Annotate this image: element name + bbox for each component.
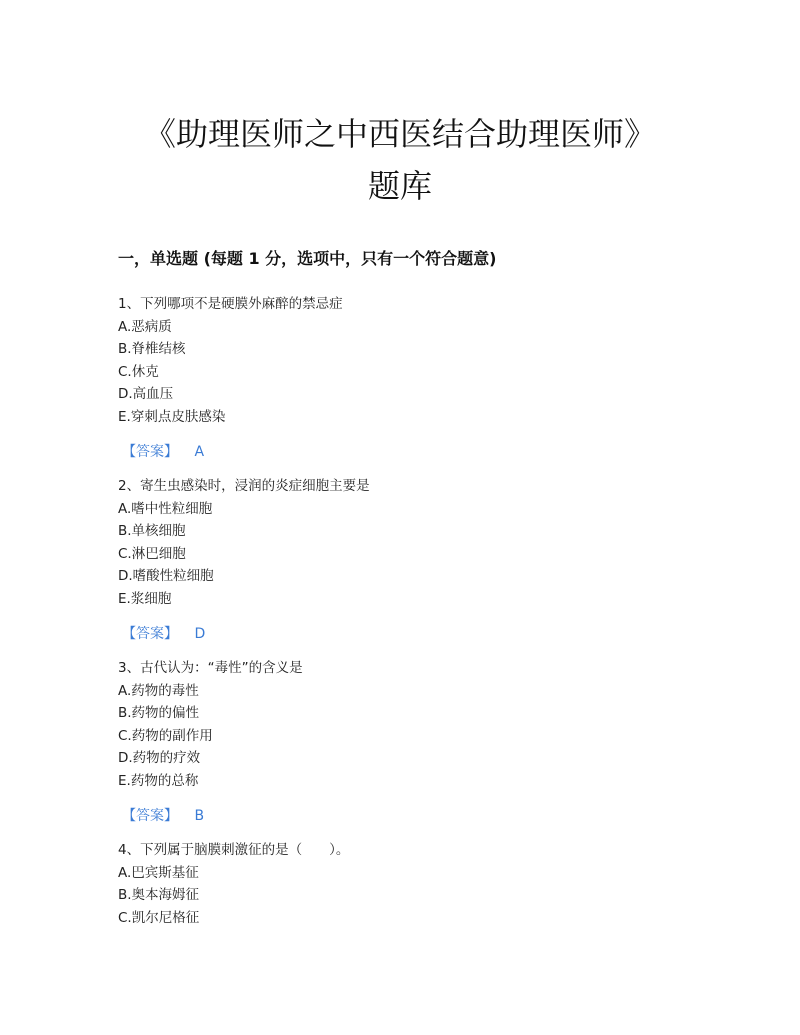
option-b: B.奥本海姆征 — [118, 887, 200, 903]
option-e: E.穿刺点皮肤感染 — [118, 408, 226, 425]
question-text: 3、古代认为：“毒性”的含义是 — [118, 660, 303, 676]
question-list — [118, 293, 718, 941]
section-heading: 一，单选题 (每题 1 分，选项中，只有一个符合题意) — [118, 249, 497, 268]
answer-label: 【答案】 — [122, 808, 178, 824]
option-d: D.药物的疗效 — [118, 750, 201, 766]
option-e: E.浆细胞 — [118, 590, 172, 607]
option-a: A.嗜中性粒细胞 — [118, 500, 213, 517]
answer-value: B — [194, 808, 205, 824]
document-title — [0, 108, 800, 212]
option-b: B.脊椎结核 — [118, 341, 186, 357]
question-4 — [118, 839, 718, 929]
question-3 — [118, 657, 718, 827]
question-1 — [118, 293, 718, 463]
answer-label: 【答案】 — [122, 626, 178, 642]
option-b: B.药物的偏性 — [118, 705, 200, 721]
option-b: B.单核细胞 — [118, 523, 186, 539]
answer-label: 【答案】 — [122, 444, 178, 460]
answer-value: D — [194, 626, 206, 642]
answer-line — [122, 441, 718, 463]
option-a: A.恶病质 — [118, 318, 172, 335]
option-c: C.凯尔尼格征 — [118, 909, 200, 926]
title-line-1: 《助理医师之中西医结合助理医师》 — [143, 115, 656, 153]
question-text: 2、寄生虫感染时，浸润的炎症细胞主要是 — [118, 478, 370, 494]
option-a: A.巴宾斯基征 — [118, 864, 199, 881]
question-text: 4、下列属于脑膜刺激征的是（ ）。 — [118, 842, 350, 858]
answer-line — [122, 805, 718, 827]
option-d: D.高血压 — [118, 386, 174, 402]
option-c: C.药物的副作用 — [118, 727, 213, 744]
option-d: D.嗜酸性粒细胞 — [118, 568, 214, 584]
option-c: C.休克 — [118, 363, 159, 380]
option-e: E.药物的总称 — [118, 772, 199, 789]
answer-value: A — [194, 444, 205, 460]
title-line-2: 题库 — [367, 167, 432, 205]
question-2 — [118, 475, 718, 645]
answer-line — [122, 623, 718, 645]
question-text: 1、下列哪项不是硬膜外麻醉的禁忌症 — [118, 296, 343, 312]
option-a: A.药物的毒性 — [118, 682, 199, 699]
option-c: C.淋巴细胞 — [118, 545, 186, 562]
